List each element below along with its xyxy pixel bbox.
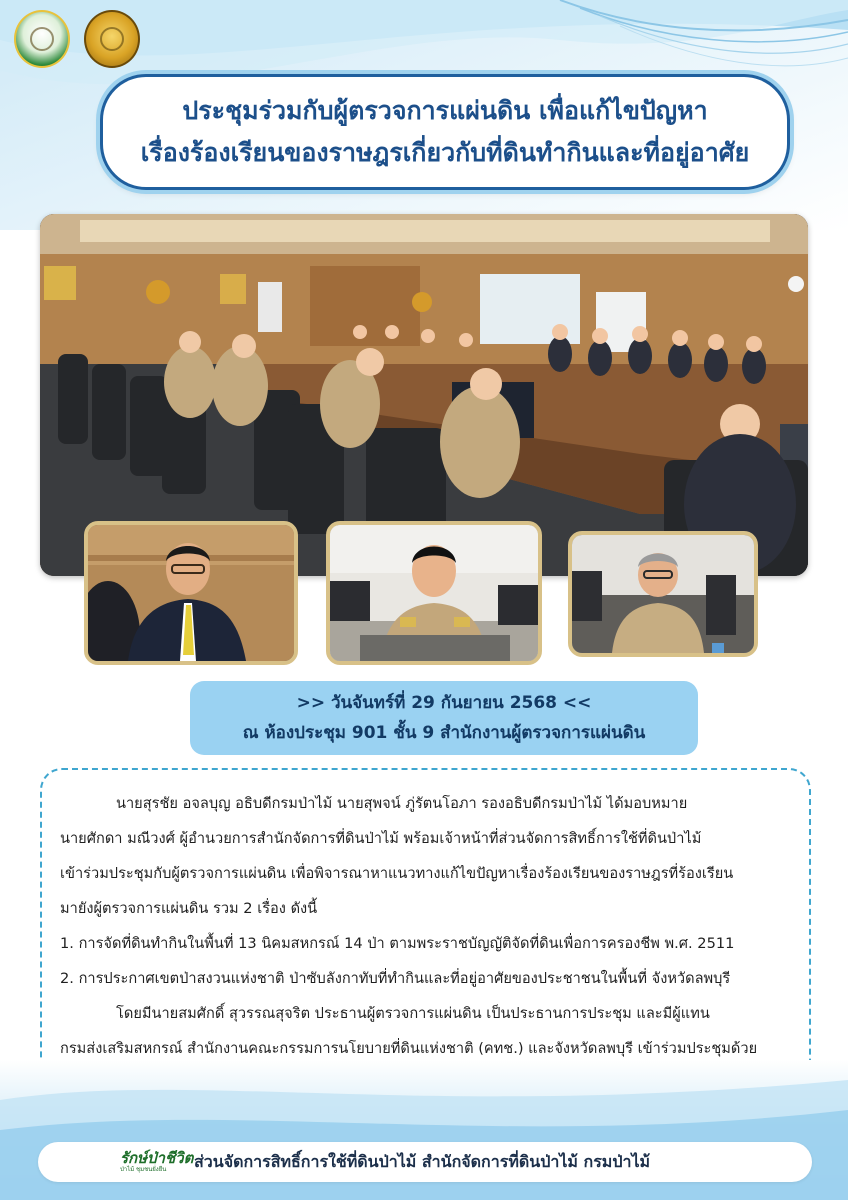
footer-logo-text: รักษ์ป่าชีวิต: [120, 1149, 194, 1167]
event-venue: ณ ห้องประชุม 901 ชั้น 9 สำนักงานผู้ตรวจการแผ่นดิน: [242, 723, 646, 743]
body-line-2: นายศักดา มณีวงศ์ ผู้อำนวยการสำนักจัดการที่ดินป่าไม้ พร้อมเจ้าหน้าที่ส่วนจัดการสิทธิ์การใช้ที่ดินป่าไม้: [60, 830, 702, 847]
official-portrait-1: [84, 521, 298, 665]
body-line-3: เข้าร่วมประชุมกับผู้ตรวจการแผ่นดิน เพื่อพิจารณาหาแนวทางแก้ไขปัญหาเรื่องร้องเรียนของราษฎรที่ร้องเรียน: [60, 865, 734, 882]
body-line-8: กรมส่งเสริมสหกรณ์ สำนักงานคณะกรรมการนโยบายที่ดินแห่งชาติ (คทช.) และจังหวัดลพบุรี เข้าร่วมประชุมด้วย: [60, 1040, 758, 1057]
footer-bar: [38, 1142, 812, 1182]
news-body: [40, 768, 811, 1098]
footer-department-name: ส่วนจัดการสิทธิ์การใช้ที่ดินป่าไม้ สำนักจัดการที่ดินป่าไม้ กรมป่าไม้: [194, 1152, 651, 1171]
page-title: [100, 74, 790, 190]
official-portrait-3-illustration: [572, 535, 754, 653]
official-portrait-1-illustration: [88, 525, 294, 661]
official-portrait-3: [568, 531, 758, 657]
ministry-emblem-icon: [14, 10, 70, 68]
title-line-1: ประชุมร่วมกับผู้ตรวจการแผ่นดิน เพื่อแก้ไขปัญหา: [182, 96, 708, 125]
body-list-item-2: 2. การประกาศเขตป่าสงวนแห่งชาติ ป่าซับลังกาทับที่ทำกินและที่อยู่อาศัยของประชาชนในพื้นที่ จังหวัดลพบุรี: [60, 970, 731, 987]
title-line-2: เรื่องร้องเรียนของราษฎรเกี่ยวกับที่ดินทำกินและที่อยู่อาศัย: [140, 138, 750, 167]
body-line-1: นายสุรชัย อจลบุญ อธิบดีกรมป่าไม้ นายสุพจน์ ภู่รัตนโอภา รองอธิบดีกรมป่าไม้ ได้มอบหมาย: [116, 795, 688, 812]
official-portrait-2-illustration: [330, 525, 538, 661]
official-portrait-2: [326, 521, 542, 665]
footer-logo-subtext: ป่าไม้ ชุมชนยั่งยืน: [120, 1166, 167, 1173]
event-date-box: [190, 681, 698, 755]
body-list-item-1: 1. การจัดที่ดินทำกินในพื้นที่ 13 นิคมสหกรณ์ 14 ป่า ตามพระราชบัญญัติจัดที่ดินเพื่อการครองชีพ พ.ศ. 2511: [60, 935, 735, 952]
royal-forest-department-emblem-icon: [84, 10, 140, 68]
body-line-4: มายังผู้ตรวจการแผ่นดิน รวม 2 เรื่อง ดังนี้: [60, 900, 318, 917]
event-date: >> วันจันทร์ที่ 29 กันยายน 2568 <<: [296, 693, 592, 713]
body-line-7: โดยมีนายสมศักดิ์ สุวรรณสุจริต ประธานผู้ตรวจการแผ่นดิน เป็นประธานการประชุม และมีผู้แทน: [116, 1005, 710, 1022]
